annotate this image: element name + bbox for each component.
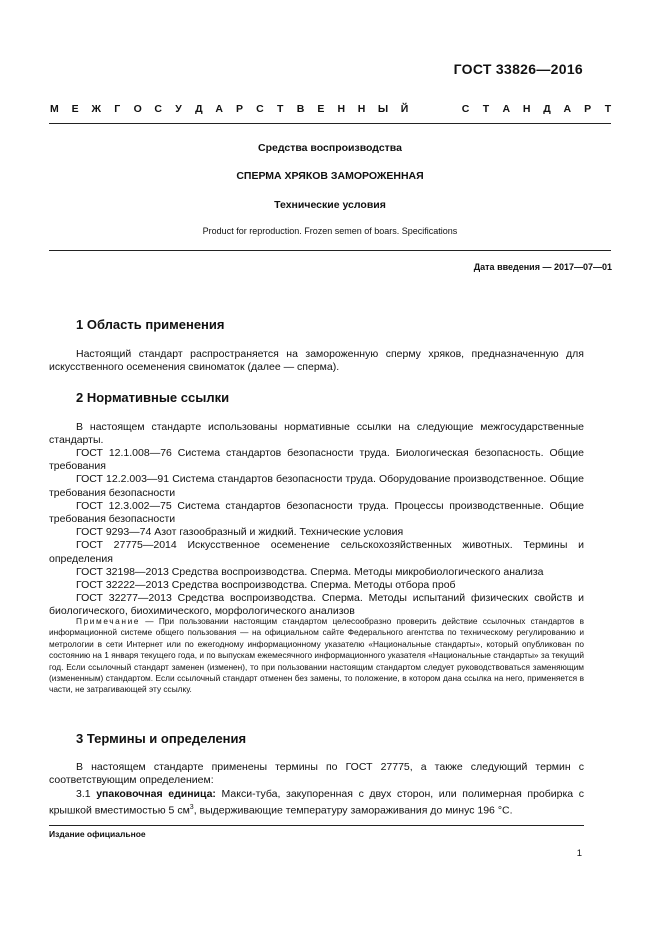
title-rule <box>49 250 611 251</box>
banner-letter: Е <box>317 103 325 115</box>
section-1-heading: 1 Область применения <box>76 317 225 332</box>
section-2-intro: В настоящем стандарте использованы нормативные ссылки на следующие межгосударственные стандарты. <box>49 421 584 446</box>
reference-item: ГОСТ 9293—74 Азот газообразный и жидкий. Технические условия <box>76 526 404 539</box>
banner-letter: А <box>563 103 572 115</box>
banner-letter: Н <box>337 103 346 115</box>
banner-letter: Т <box>604 103 612 115</box>
banner-letter: А <box>215 103 223 115</box>
reference-item: ГОСТ 12.3.002—75 Система стандартов безопасности труда. Процессы производственные. Общие требования безопасности <box>49 499 584 526</box>
banner-letter: Ы <box>377 103 389 115</box>
header-rule <box>49 123 611 124</box>
term-definition <box>49 788 584 818</box>
banner-letter: Р <box>236 103 244 115</box>
term-definition-text: Макси-туба, закупоренная с двух сторон, или полимерная пробирка с крышкой вместимостью 5 см <box>49 788 584 817</box>
english-title: Product for reproduction. Frozen semen of boars. Specifications <box>202 226 458 236</box>
interstate-standard-banner <box>50 103 612 115</box>
banner-letter: М <box>50 103 59 115</box>
banner-letter: Е <box>71 103 79 115</box>
standard-subtitle: Технические условия <box>274 199 386 211</box>
term-number: 3.1 <box>76 788 97 800</box>
references-note <box>49 616 584 696</box>
banner-letter: Н <box>522 103 531 115</box>
footer-rule <box>49 825 584 826</box>
banner-letter: С <box>256 103 264 115</box>
reference-item: ГОСТ 27775—2014 Искусственное осеменение сельскохозяйственных животных. Термины и определения <box>49 539 584 565</box>
banner-letter: О <box>133 103 142 115</box>
term-name: упаковочная единица: <box>96 788 216 800</box>
banner-letter <box>421 103 429 115</box>
note-label: Примечание <box>76 616 141 626</box>
page-number: 1 <box>576 848 582 859</box>
reference-item: ГОСТ 32198—2013 Средства воспроизводства. Сперма. Методы микробиологического анализа <box>76 565 544 578</box>
banner-letter: Д <box>195 103 203 115</box>
banner-letter: С <box>461 103 470 115</box>
section-3-intro: В настоящем стандарте применены термины по ГОСТ 27775, а также следующий термин с соответствующим определением: <box>49 761 584 786</box>
reference-item: ГОСТ 32222—2013 Средства воспроизводства. Сперма. Методы отбора проб <box>76 579 456 592</box>
banner-letter: Н <box>357 103 366 115</box>
banner-letter <box>441 103 449 115</box>
reference-item: ГОСТ 32277—2013 Средства воспроизводства. Сперма. Методы испытаний физических свойств и биологического, биохимического, морфологического анализов <box>49 592 584 618</box>
section-1-text: Настоящий стандарт распространяется на замороженную сперму хряков, предназначенную для искусственного осеменения свиноматок (далее — сперма). <box>49 348 584 373</box>
banner-letter: А <box>502 103 511 115</box>
banner-letter: Р <box>584 103 592 115</box>
section-2-heading: 2 Нормативные ссылки <box>76 390 230 405</box>
reference-item: ГОСТ 12.1.008—76 Система стандартов безопасности труда. Биологическая безопасность. Общие требования <box>49 447 584 473</box>
banner-letter: В <box>296 103 305 115</box>
reference-item: ГОСТ 12.2.003—91 Система стандартов безопасности труда. Оборудование производственное. Общие требования безопасности <box>49 473 584 499</box>
banner-letter: С <box>154 103 162 115</box>
banner-letter: Д <box>543 103 551 115</box>
banner-letter: Т <box>482 103 490 115</box>
term-superscript: 3 <box>189 804 194 811</box>
banner-letter: Ж <box>91 103 101 115</box>
official-edition-label: Издание официальное <box>49 829 146 839</box>
banner-letter: У <box>175 103 182 115</box>
normative-references-list <box>49 447 584 619</box>
standard-category: Средства воспроизводства <box>258 142 402 154</box>
banner-letter: Г <box>114 103 121 115</box>
note-text: — При пользовании настоящим стандартом целесообразно проверить действие ссылочных стандартов в информационной системе общего пользования — на официальном сайте Федерального агентства по техническому регулированию и метрологии в сети Интернет или по ежегодному информационному указателю «Национальные стандарты», который опубликован по состоянию на 1 января текущего года, и по выпускам ежемесячного информационного указателя «Национальные стандарты» за текущий год. Если ссылочный стандарт заменен (изменен), то при пользовании настоящим стандартом следует руководствоваться заменяющим (измененным) стандартом. Если ссылочный стандарт отменен без замены, то положение, в котором дана ссылка на него, применяется в части, не затрагивающей эту ссылку. <box>49 616 584 695</box>
banner-letter: Т <box>276 103 284 115</box>
section-3-heading: 3 Термины и определения <box>76 731 247 746</box>
introduction-date: Дата введения — 2017—07—01 <box>473 262 612 272</box>
term-definition-end: , выдерживающие температуру замораживания до минус 196 °С. <box>193 804 513 817</box>
standard-title: СПЕРМА ХРЯКОВ ЗАМОРОЖЕННАЯ <box>236 170 424 182</box>
gost-number: ГОСТ 33826—2016 <box>453 61 583 77</box>
banner-letter: Й <box>400 103 409 115</box>
